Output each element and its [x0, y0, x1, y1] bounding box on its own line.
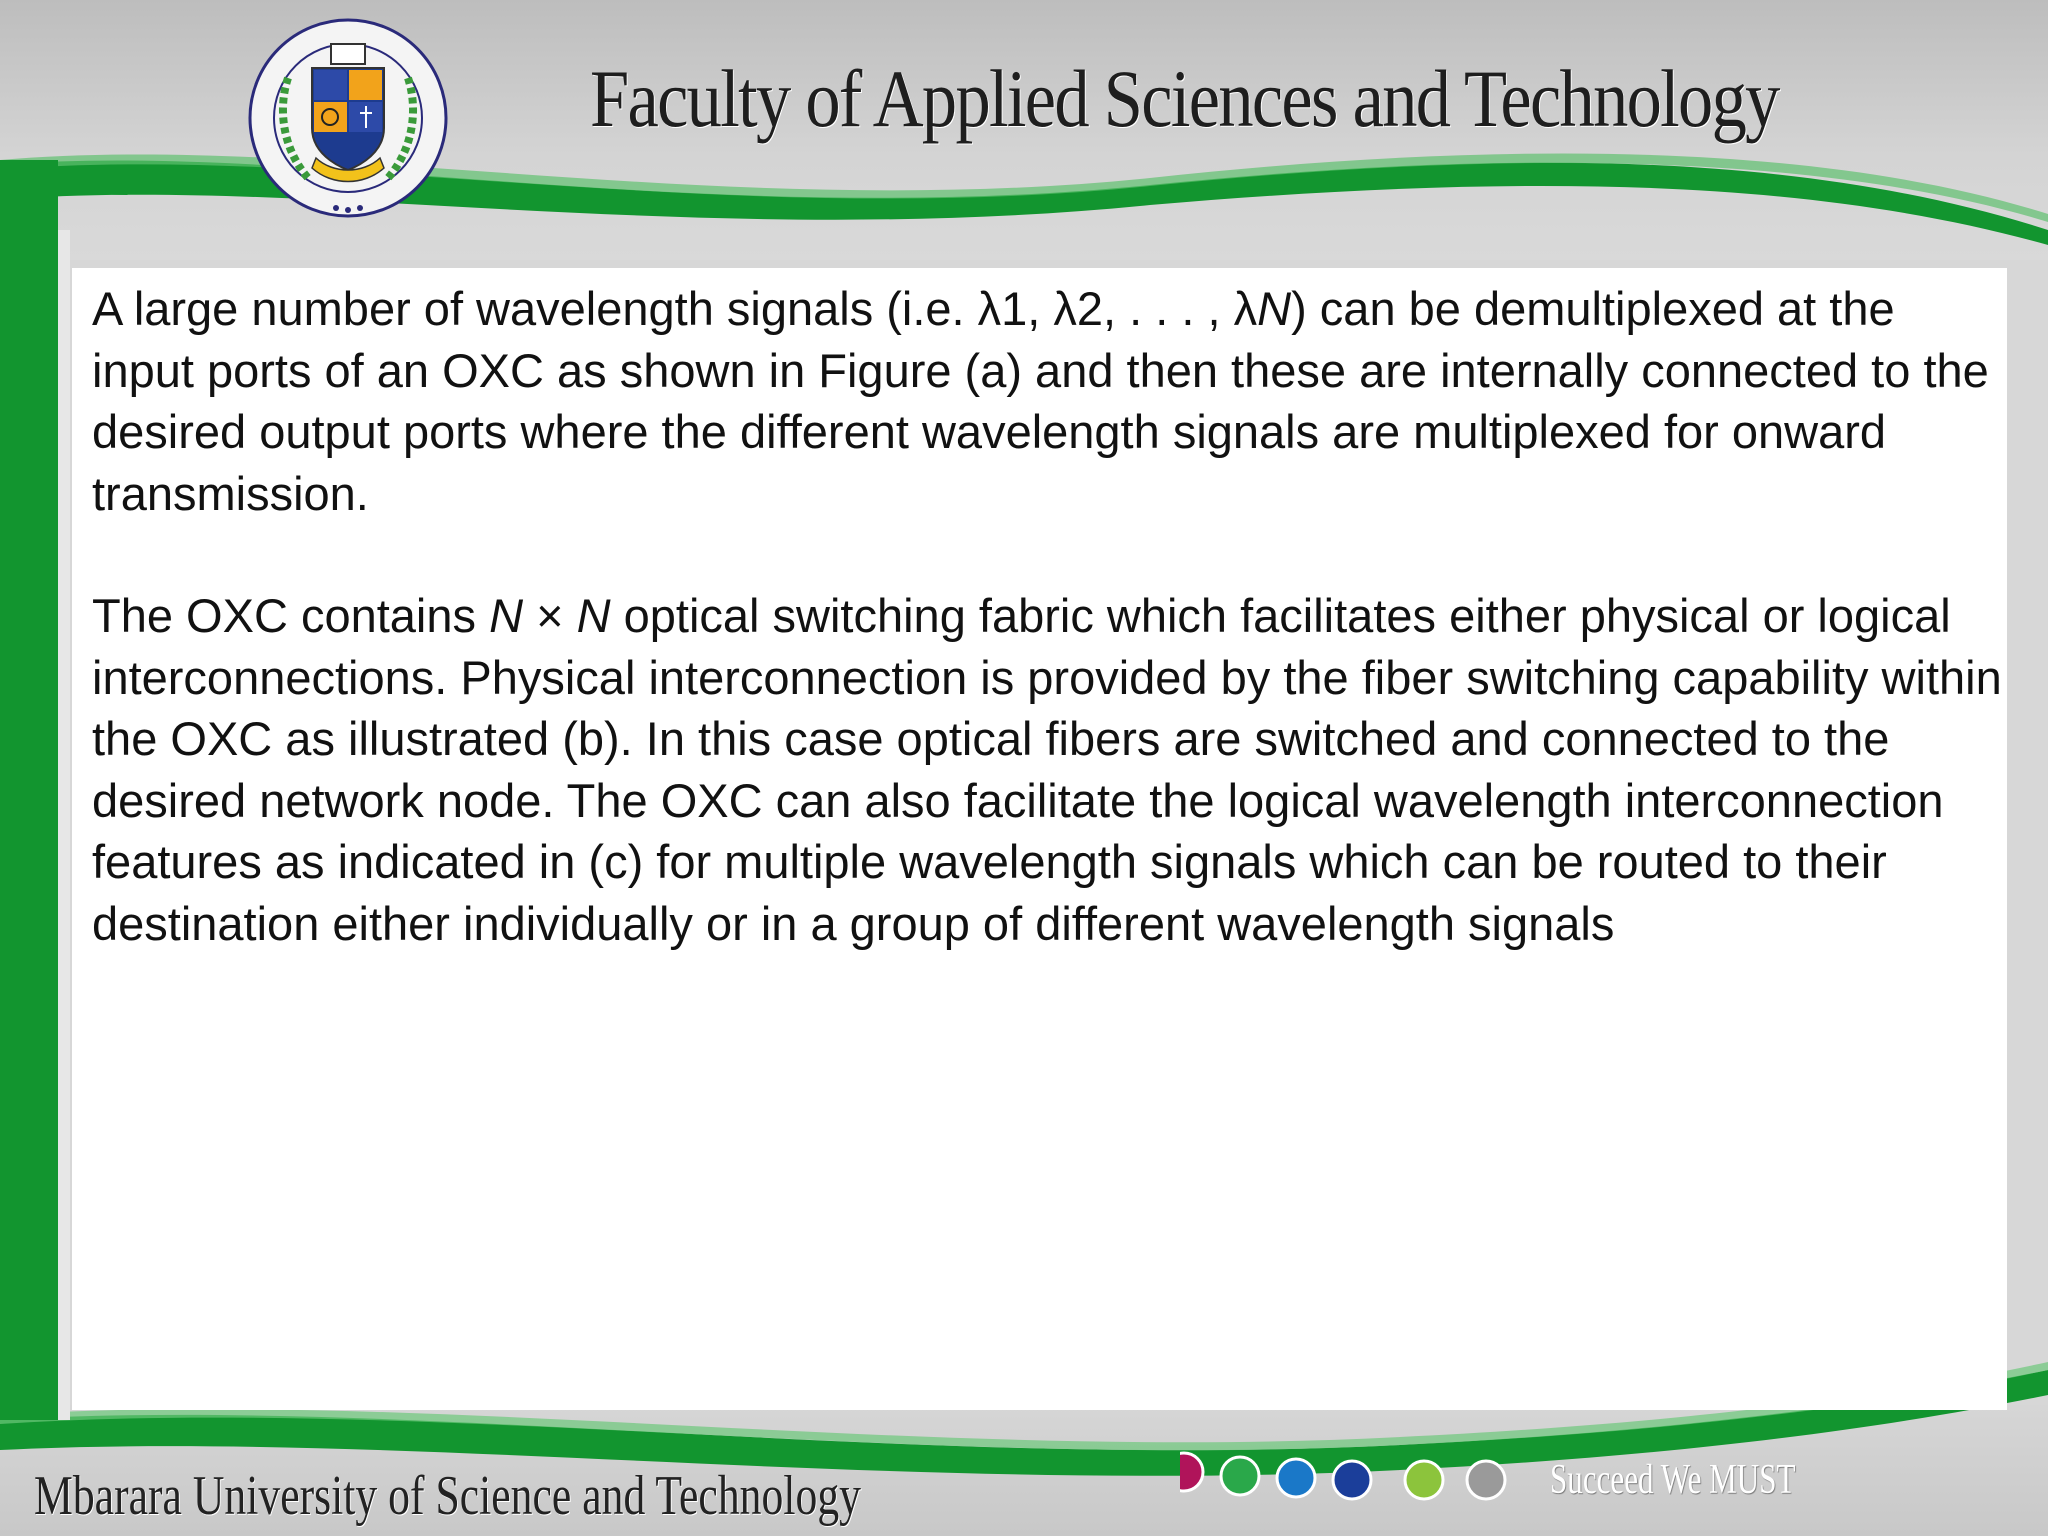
footer-motto: Succeed We MUST — [1550, 1457, 1796, 1503]
footer-dot — [1180, 1453, 1203, 1491]
footer-dot — [1221, 1457, 1259, 1495]
paragraph-1 — [92, 278, 2002, 524]
paragraph-1-part-1: A large number of wavelength signals (i.e. λ1, λ2, . . . , λ — [92, 282, 1258, 335]
slide-body — [92, 278, 2002, 1015]
left-green-bar — [0, 160, 58, 1420]
paragraph-2-part-3: optical switching fabric which facilitates either physical or logical interconnections. Physical interconnection is provided by the fiber switching capability within the OXC as illustrated (b). In this case optical fibers are switched and connected to the desired network node. The OXC can also facilitate the logical wavelength interconnection features as indicated in (c) for multiple wavelength signals which can be routed to their destination either individually or in a group of different wavelength signals — [92, 589, 2002, 950]
footer-university-name: Mbarara University of Science and Technology — [34, 1465, 862, 1527]
paragraph-2-italic-1: N — [489, 589, 524, 642]
paragraph-1-part-2: ) can be demultiplexed at the input ports of an OXC as shown in Figure (a) and then these are internally connected to the desired output ports where the different wavelength signals are multiplexed for onward transmission. — [92, 282, 1989, 520]
paragraph-2-italic-2: N — [576, 589, 611, 642]
paragraph-1-italic-1: N — [1257, 282, 1292, 335]
paragraph-2 — [92, 585, 2002, 954]
footer-dot — [1333, 1461, 1371, 1499]
footer-color-dots — [1180, 1448, 1520, 1512]
paragraph-2-part-1: The OXC contains — [92, 589, 490, 642]
footer-dot — [1277, 1459, 1315, 1497]
footer-dot — [1467, 1461, 1505, 1499]
footer-dot — [1405, 1461, 1443, 1499]
paragraph-2-part-2: × — [523, 589, 577, 642]
university-crest-icon — [238, 18, 458, 218]
page-title: Faculty of Applied Sciences and Technology — [590, 53, 1779, 144]
left-light-strip — [58, 230, 70, 1420]
